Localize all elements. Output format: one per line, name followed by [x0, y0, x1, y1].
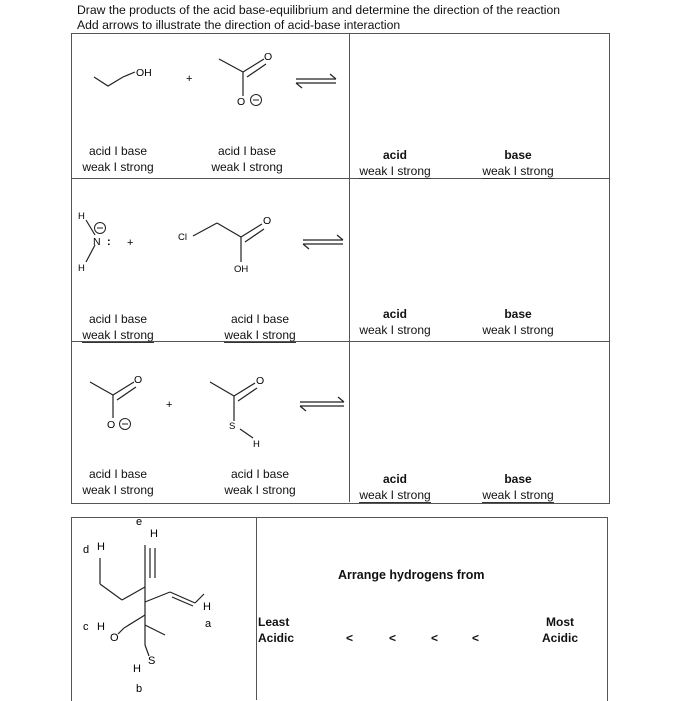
atom-oxygen-c: O: [110, 632, 119, 644]
atom-nitrogen: N: [93, 236, 101, 248]
bond-chain-d-2: [100, 584, 122, 600]
label-weak-strong: weak I strong: [82, 483, 154, 497]
less-than-4: <: [472, 631, 480, 645]
bond-chain-d-3: [122, 587, 145, 600]
atom-h-a: H: [203, 601, 211, 613]
atom-h-top: H: [78, 211, 85, 222]
most-line-2: Acidic: [541, 631, 578, 645]
least-line-1: Least: [258, 615, 290, 629]
atom-h-bottom: H: [78, 263, 85, 274]
product-acid-strength: weak I strong: [359, 164, 431, 178]
atom-thiol-h: H: [253, 439, 260, 450]
product-acid-strength: weak I strong: [359, 323, 431, 337]
product-base-title: base: [504, 148, 532, 162]
atom-h-e: H: [150, 528, 158, 540]
label-weak-strong: weak I strong: [224, 328, 296, 342]
least-acidic-label: [258, 614, 306, 646]
atom-acetate-anion-o: O: [107, 419, 116, 431]
label-b: b: [136, 683, 143, 695]
plus-sign-3: +: [166, 399, 173, 411]
atom-hydroxyl: OH: [234, 264, 249, 275]
label-d: d: [83, 544, 90, 556]
atom-acetate-anion-o: O: [237, 96, 246, 108]
lone-pair: :: [107, 236, 111, 248]
atom-acetate-carbonyl-o: O: [134, 374, 143, 386]
label-weak-strong: weak I strong: [82, 160, 154, 174]
product-acid-title: acid: [382, 472, 407, 486]
atom-h-c: H: [97, 621, 105, 633]
label-acid-base: acid I base: [88, 312, 148, 326]
acidity-ranking-prompt: Arrange hydrogens from: [338, 568, 485, 582]
label-e: e: [136, 516, 143, 528]
least-line-2: Acidic: [258, 631, 295, 645]
label-weak-strong: weak I strong: [82, 328, 154, 342]
label-acid-base: acid I base: [217, 144, 277, 158]
atom-h-d: H: [97, 541, 105, 553]
plus-sign-1: +: [186, 73, 193, 85]
instructions-line-1: Draw the products of the acid base-equilibrium and determine the direction of the reaction: [77, 3, 561, 17]
product-acid-strength: weak I strong: [359, 488, 431, 502]
product-base-title: base: [504, 307, 532, 321]
bond-to-oh: [118, 628, 124, 634]
atom-sulfur-b: S: [148, 655, 156, 667]
product-base-strength: weak I strong: [482, 488, 554, 502]
less-than-3: <: [431, 631, 439, 645]
label-acid-base: acid I base: [88, 144, 148, 158]
atom-hydroxyl: OH: [136, 67, 152, 79]
atom-h-b: H: [133, 663, 141, 675]
product-base-strength: weak I strong: [482, 164, 554, 178]
label-acid-base: acid I base: [88, 467, 148, 481]
bond-methyl: [145, 625, 165, 635]
label-a: a: [205, 618, 212, 630]
product-acid-title: acid: [382, 148, 407, 162]
atom-acetate-carbonyl-o: O: [264, 51, 273, 63]
atom-thio-carbonyl-o: O: [256, 375, 265, 387]
label-acid-base: acid I base: [230, 467, 290, 481]
product-acid-title: acid: [382, 307, 407, 321]
label-weak-strong: weak I strong: [211, 160, 283, 174]
most-line-1: Most: [546, 615, 574, 629]
label-weak-strong: weak I strong: [224, 483, 296, 497]
label-acid-base: acid I base: [230, 312, 290, 326]
alkene-double-bond: [172, 597, 193, 606]
product-base-strength: weak I strong: [482, 323, 554, 337]
product-base-title: base: [504, 472, 532, 486]
less-than-2: <: [389, 631, 397, 645]
most-acidic-label: [530, 614, 590, 646]
atom-chlorine: Cl: [178, 232, 187, 243]
bond-to-alkene: [145, 592, 170, 602]
plus-sign-2: +: [127, 237, 134, 249]
bond-ring-lower: [124, 615, 145, 628]
instructions-line-2: Add arrows to illustrate the direction of acid-base interaction: [77, 18, 401, 32]
atom-carbonyl-o: O: [263, 215, 272, 227]
label-c: c: [83, 621, 89, 633]
less-than-1: <: [346, 631, 354, 645]
atom-sulfur: S: [229, 421, 236, 432]
